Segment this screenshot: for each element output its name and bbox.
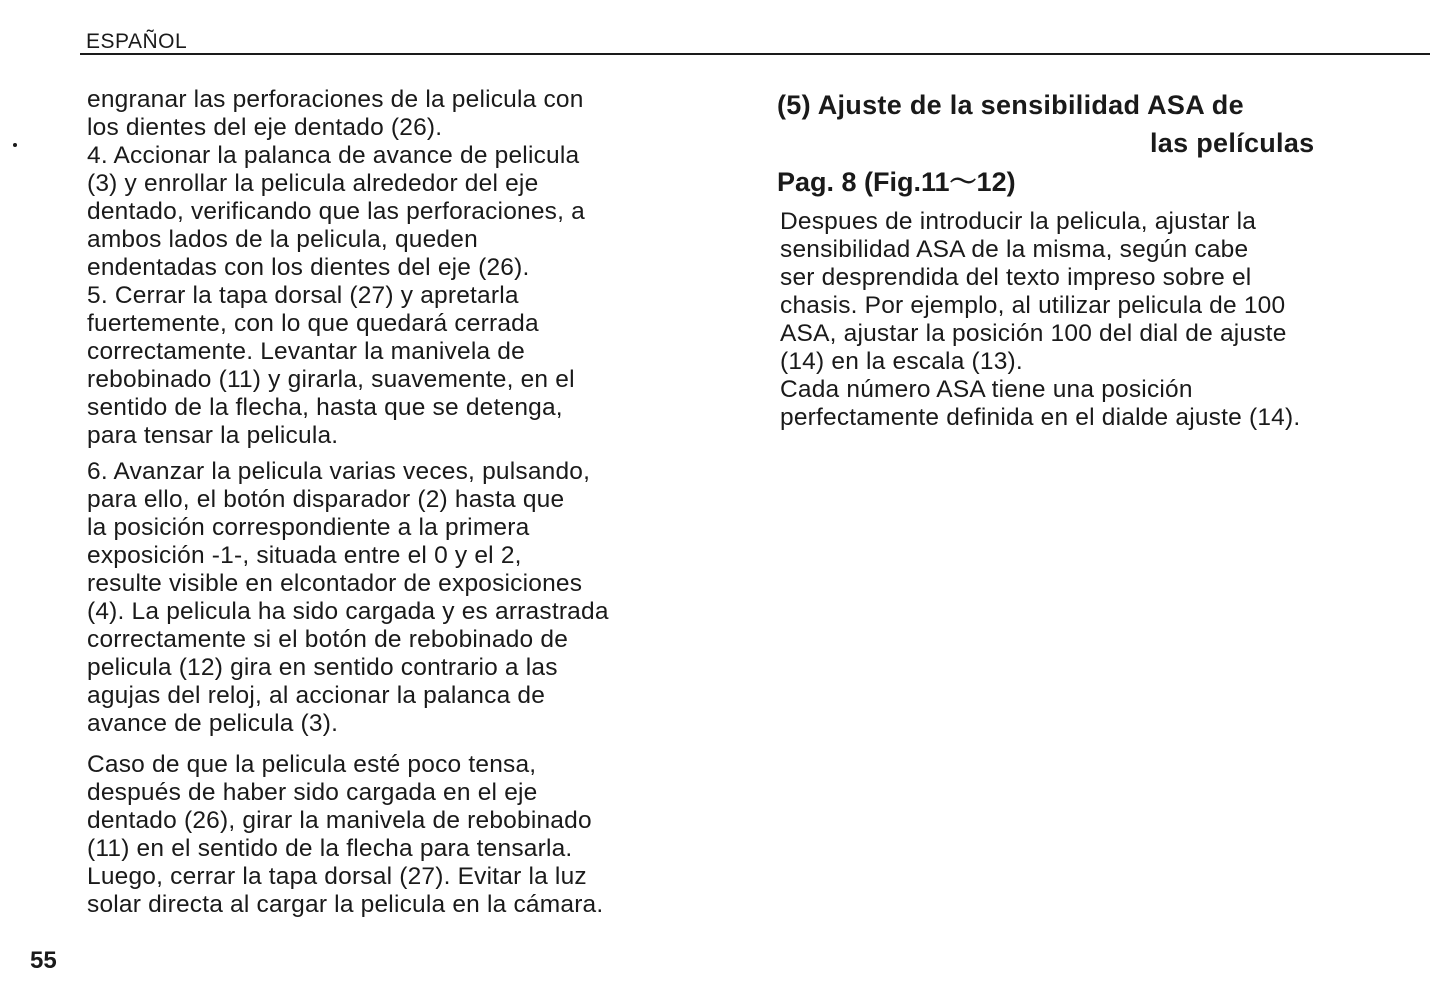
text-line: perfectamente definida en el dialde ajuste (14). [780, 404, 1301, 431]
section-title-line: las películas [1150, 128, 1315, 158]
text-line: ASA, ajustar la posición 100 del dial de ajuste [780, 320, 1287, 347]
text-line: después de haber sido cargada en el eje [87, 779, 538, 806]
section-title-line: (5) Ajuste de la sensibilidad ASA de [777, 90, 1244, 120]
text-line: (14) en la escala (13). [780, 348, 1023, 375]
paragraph-gap [87, 738, 732, 751]
text-line: ambos lados de la pelicula, queden [87, 226, 478, 253]
text-line: para tensar la pelicula. [87, 422, 339, 449]
text-line: Caso de que la pelicula esté poco tensa, [87, 751, 537, 778]
text-line: solar directa al cargar la pelicula en la cámara. [87, 891, 604, 918]
header-divider [80, 53, 1430, 55]
text-line: dentado, verificando que las perforaciones, a [87, 198, 585, 225]
text-line: Cada número ASA tiene una posición [780, 376, 1193, 403]
figure-reference: Pag. 8 (Fig.11～12) [777, 167, 1016, 197]
paragraph-gap [87, 450, 732, 458]
text-line: los dientes del eje dentado (26). [87, 114, 443, 141]
margin-speck [13, 143, 17, 147]
text-line: 5. Cerrar la tapa dorsal (27) y apretarla [87, 282, 519, 309]
text-line: Luego, cerrar la tapa dorsal (27). Evitar la luz [87, 863, 587, 890]
page-number: 55 [30, 947, 57, 974]
text-line: dentado (26), girar la manivela de rebobinado [87, 807, 592, 834]
text-line: pelicula (12) gira en sentido contrario a las [87, 654, 558, 681]
text-line: la posición correspondiente a la primera [87, 514, 530, 541]
section-language-label: ESPAÑOL [86, 30, 188, 53]
left-text-column [87, 86, 732, 919]
text-line: (4). La pelicula ha sido cargada y es arrastrada [87, 598, 609, 625]
text-line: agujas del reloj, al accionar la palanca de [87, 682, 546, 709]
text-line: fuertemente, con lo que quedará cerrada [87, 310, 539, 337]
text-line: correctamente si el botón de rebobinado de [87, 626, 569, 653]
text-line: sensibilidad ASA de la misma, según cabe [780, 236, 1249, 263]
text-line: Despues de introducir la pelicula, ajustar la [780, 208, 1257, 235]
section-body [777, 208, 1417, 432]
text-line: rebobinado (11) y girarla, suavemente, en el [87, 366, 575, 393]
text-line: 6. Avanzar la pelicula varias veces, pulsando, [87, 458, 591, 485]
text-line: correctamente. Levantar la manivela de [87, 338, 525, 365]
section-title [777, 86, 1417, 162]
text-line: sentido de la flecha, hasta que se detenga, [87, 394, 563, 421]
text-line: endentadas con los dientes del eje (26). [87, 254, 530, 281]
text-line: para ello, el botón disparador (2) hasta que [87, 486, 565, 513]
text-line: engranar las perforaciones de la pelicula con [87, 86, 584, 113]
text-line: (11) en el sentido de la flecha para tensarla. [87, 835, 573, 862]
text-line: chasis. Por ejemplo, al utilizar pelicula de 100 [780, 292, 1286, 319]
right-text-column [777, 86, 1417, 432]
text-line: ser desprendida del texto impreso sobre el [780, 264, 1252, 291]
text-line: resulte visible en elcontador de exposiciones [87, 570, 583, 597]
text-line: exposición -1-, situada entre el 0 y el 2, [87, 542, 522, 569]
text-line: avance de pelicula (3). [87, 710, 339, 737]
text-line: 4. Accionar la palanca de avance de pelicula [87, 142, 580, 169]
text-line: (3) y enrollar la pelicula alrededor del eje [87, 170, 539, 197]
